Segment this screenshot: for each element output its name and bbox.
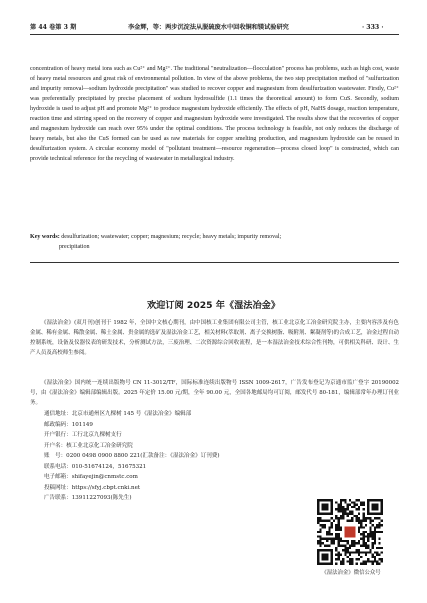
section-divider — [30, 262, 399, 263]
keywords-line-2: precipitation — [59, 243, 90, 250]
notice-intro — [30, 318, 399, 359]
bank-line: 开户银行：工行北京九棵树支行 — [44, 432, 122, 438]
page-number: · 333 · — [362, 24, 384, 31]
contact-info — [44, 409, 344, 504]
notice-pricing — [30, 378, 399, 408]
email-line: 电子邮箱：shifayejin@cnmstc.com — [44, 474, 138, 480]
keywords-line-1: desulfurization; wastewater; copper; magnesium; recycle; heavy metals; impurity removal; — [61, 234, 282, 240]
running-title: 李金辉，等：两步沉淀法从脱硫废水中回收铜和镁试验研究 — [128, 24, 289, 31]
wechat-qr-code — [317, 499, 383, 565]
notice-paragraph-1: 《湿法冶金》(双月刊)创刊于 1982 年，全国中文核心期刊，由中国核工业集团有限公司主管，核工业北京化工冶金研究院主办，主要内容涉及有色金属、稀有金属、稀散金属、稀土金属、贵金属的选矿及湿法冶金工艺，相关材料(萃取剂、离子交换树脂、吸附剂、絮凝剂等)的合成工艺，冶金过程自动控制系统，设备及仪器仪表的研发技术，分析测试方法，三废治理、二次资源综合回收流程，是一本湿法冶金技术综合性刊物，可供相关科研、设计、生产人员及高校师生参阅。 — [30, 320, 399, 357]
postcode-line: 邮政编码：101149 — [44, 421, 93, 428]
notice-title: 欢迎订阅 2025 年《湿法冶金》 — [146, 300, 281, 311]
address-line: 通信地址：北京市通州区九棵树 145 号《湿法冶金》编辑部 — [44, 411, 192, 417]
header-rule — [30, 34, 399, 35]
website-line: 投稿网址：https://sfyj.cbpt.cnki.net — [44, 484, 141, 491]
account-number-line: 账 号：0200 0498 0900 8800 221(汇款备注：《湿法冶金》订刊费) — [44, 453, 220, 459]
keywords-label: Key words: — [30, 234, 60, 240]
notice-paragraph-2: 《湿法冶金》国内统一连续出版物号 CN 11-3012/TF，国际标准连续出版物号 ISSN 1009-2617，广告发布登记为京通市监广登字 20190002 号，由《湿法冶金》编辑部编辑出版。2025 年定价 15.00 元/期，全年 90.00 元，全国各地邮局均可订阅，邮发代号 80-181，编辑部常年办理订刊业务。 — [30, 380, 399, 407]
ads-contact-line: 广告联系：13911227093(陈先生) — [44, 495, 132, 501]
abstract-text — [30, 65, 399, 165]
keywords — [30, 233, 399, 253]
account-name-line: 开户名：核工业北京化工冶金研究院 — [44, 442, 133, 449]
qr-caption: 《湿法冶金》微信公众号 — [321, 570, 381, 576]
abstract-paragraph: concentration of heavy metal ions such as Cu²⁺ and Mg²⁺. The traditional "neutralization—flocculation" process has problems, such as high cost, waste of heavy metal resources and great risk of environmental pollution. In view of the above problems, the two step precipitation method of "sulfurization and impurity removal—sodium hydroxide precipitation" was studied to recover copper and magnesium from desulfurization wastewater. Firstly, Cu²⁺ was preferentially precipitated by precise placement of sodium hydrosulfide (1.1 times the theoretical amount) to form CuS. Secondly, sodium hydroxide is used to adjust pH and promote Mg²⁺ to produce magnesium hydroxide efficiently. The effects of pH, NaHS dosage, reaction temperature, reaction time and stirring speed on the recovery of copper and magnesium hydroxide were investigated. The results show that the recoveries of copper and magnesium hydroxide can reach over 95% under the optimal conditions. The process technology is feasible, not only reduces the discharge of heavy metals, but also the CuS formed can be used as raw materials for copper smelting production, and magnesium hydroxide can be reused in desulfurization system. A circular economy model of "pollutant treatment—resource regeneration—process closed loop" is constructed, which can provide technical reference for the recycling of wastewater in metallurgical industry. — [30, 66, 399, 162]
journal-volume-issue: 第 44 卷第 3 期 — [30, 24, 77, 31]
phone-line: 联系电话：010-51674124，51675321 — [44, 463, 147, 470]
